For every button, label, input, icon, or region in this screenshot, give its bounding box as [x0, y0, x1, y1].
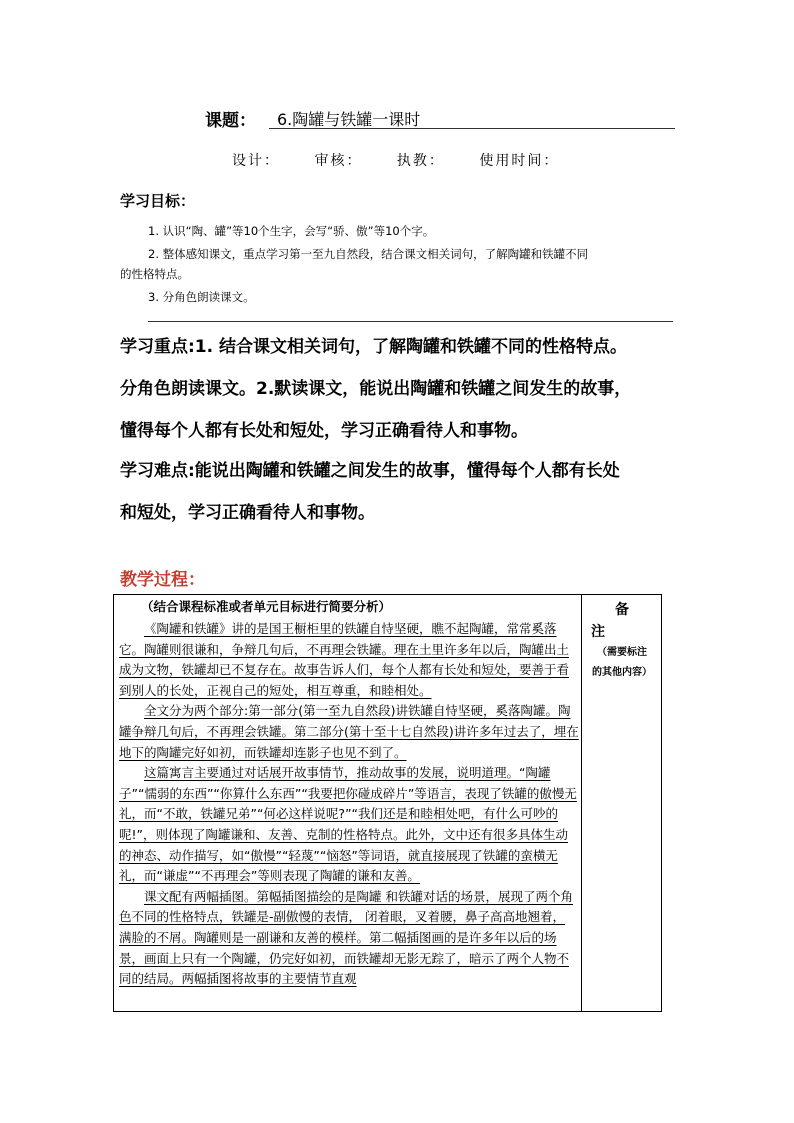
meta-date: 使用时间：	[479, 153, 560, 169]
goal-item-2-cont: 的性格特点。	[120, 267, 189, 281]
difficulty-line-1: 学习难点:能说出陶罐和铁罐之间发生的故事，懂得每个人都有长处	[120, 461, 620, 481]
process-table	[113, 594, 662, 1012]
difficulty-line-2: 和短处，学习正确看待人和事物。	[120, 503, 375, 523]
focus-line-3: 懂得每个人都有长处和短处，学习正确看待人和事物。	[120, 421, 528, 441]
analysis-paragraph: 课文配有两幅插图。第幅插图描绘的是陶罐 和铁罐对话的场景，展现了两个角色不同的性格特点，铁罐是-副傲慢的表情， 闭着眼，叉着腰，鼻子高高地翘着， 满脸的不屑。陶罐则是一副谦和友善的模样。第二幅插图画的是许多年以后的场景，画面上只有一个陶罐，仍完好如初，而铁罐却无影无踪了，暗示了两个人物不同的结局。两幅插图将故事的主要情节直观	[119, 888, 573, 987]
focus-line-2: 分角色朗读课文。2.默读课文，能说出陶罐和铁罐之间发生的故事，	[120, 379, 632, 399]
notes-column	[585, 599, 659, 683]
column-divider	[581, 595, 582, 1011]
notes-title: 备	[615, 602, 629, 618]
goal-item-1: 1. 认识“陶、罐”等10个生字，会写“骄、傲”等10个字。	[148, 224, 435, 238]
goal-item-2: 2. 整体感知课文，重点学习第一至九自然段，结合课文相关词句，了解陶罐和铁罐不同	[148, 247, 589, 261]
separator-line	[148, 321, 673, 322]
analysis-paragraph: 《陶罐和铁罐》讲的是国王橱柜里的铁罐自恃坚硬，瞧不起陶罐，常常奚落它。陶罐则很谦和，争辩几句后，不再理会铁罐。理在土里许多年以后，陶罐出土成为文物，铁罐却已不复存在。故事告诉人们，每个人都有长处和短处，要善于看到别人的长处，正视自己的短处，相互尊重，和睦相处。	[119, 621, 570, 698]
goal-item-3: 3. 分角色朗读课文。	[148, 290, 255, 304]
title-label: 课题：	[205, 111, 256, 131]
page-title: 6.陶罐与铁罐一课时	[277, 110, 421, 129]
meta-row	[232, 150, 587, 170]
notes-title-2: 注	[591, 624, 605, 640]
title-underline	[269, 128, 675, 129]
focus-line-1: 学习重点:1. 结合课文相关词句，了解陶罐和铁罐不同的性格特点。	[120, 337, 628, 357]
analysis-paragraph: 这篇寓言主要通过对话展开故事情节，推动故事的发展，说明道理。“陶罐子”“懦弱的东西”“你算什么东西”“我要把你碰成碎片”等语言，表现了铁罐的傲慢无礼，而“不敢，铁罐兄弟”“何必这样说呢?”“我们还是和睦相处吧，有什么可吵的呢!”，则体现了陶罐谦和、友善、克制的性格特点。此外，文中还有很多具体生动的神态、动作描写，如“傲慢”“轻蔑”“恼怒”等词语，就直接展现了铁罐的蛮横无礼，而“谦虚”“不再理会”等则表现了陶罐的谦和友善。	[119, 765, 577, 884]
goals-heading: 学习目标：	[120, 192, 196, 210]
notes-hint: （需要标注	[597, 647, 647, 658]
analysis-column	[119, 597, 579, 990]
process-heading: 教学过程：	[120, 570, 205, 590]
analysis-paragraph: 全文分为两个部分:第一部分(第一至九自然段)讲铁罐自恃坚硬，奚落陶罐。陶罐争辩几句后，不再理会铁罐。第二部分(第十至十七自然段)讲许多年过去了，埋在地下的陶罐完好如初，而铁罐却连影子也见不到了。	[119, 703, 579, 760]
meta-design: 设计：	[232, 153, 280, 169]
notes-hint-2: 的其他内容）	[592, 667, 652, 678]
analysis-heading: （结合课程标准或者单元目标进行简要分析）	[141, 599, 392, 614]
meta-teacher: 执教：	[396, 153, 445, 169]
meta-review: 审核：	[314, 153, 363, 169]
title-row	[205, 106, 675, 132]
